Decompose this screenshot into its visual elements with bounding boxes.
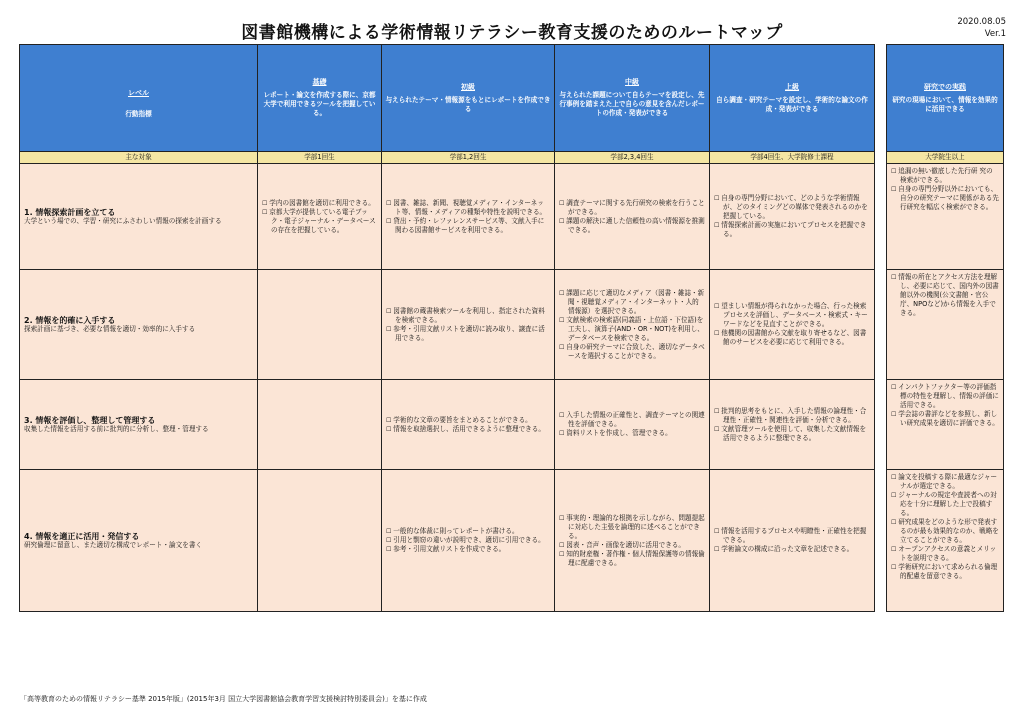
level-cell: [382, 270, 555, 380]
row-title-cell: [20, 380, 258, 470]
level-cell: [555, 270, 710, 380]
target-advanced: 学部4回生、大学院修士課程: [710, 152, 875, 164]
list-item: ☐ 自身の専門分野において、どのような学術情報が、どのタイミングどの媒体で発表されるのかを把握している。: [714, 194, 870, 221]
level-cell: [710, 270, 875, 380]
research-practice-table: [886, 44, 1004, 612]
list-item: ☐ 情報探索計画の実施においてプロセスを把握できる。: [714, 221, 870, 239]
item-list: [891, 473, 999, 581]
date-text: 2020.08.05: [957, 17, 1006, 27]
list-item: ☐ 課題の解決に適した信頼性の高い情報源を推測できる。: [559, 217, 705, 235]
level-cell: [258, 270, 382, 380]
item-list: [386, 307, 550, 343]
level-cell: [710, 380, 875, 470]
header-basic-desc: レポート・論文を作成する際に、京都大学で利用できるツールを把握している。: [263, 91, 376, 117]
list-item: ☐ 資料リストを作成し、管理できる。: [559, 429, 705, 438]
list-item: ☐ 文献検索の検索語(同義語・上位語・下位語)を工夫し、演算子(AND・OR・NOT)を利用し、データベースを検索できる。: [559, 316, 705, 343]
list-item: ☐ 学術論文の構成に沿った文章を記述できる。: [714, 545, 870, 554]
table-row: [20, 380, 875, 470]
item-list: [891, 167, 999, 212]
list-item: ☐ オープンアクセスの意義とメリットを説明できる。: [891, 545, 999, 563]
list-item: ☐ 情報の所在とアクセス方法を理解し、必要に応じて、国内外の図書館以外の機関(公文書館・官公庁、NPOなど)から情報を入手できる。: [891, 273, 999, 318]
item-list: [559, 199, 705, 235]
item-list: [386, 199, 550, 235]
list-item: ☐ 学内の図書館を適切に利用できる。: [262, 199, 377, 208]
target-row: [20, 152, 875, 164]
list-item: ☐ 図書館の蔵書検索ツールを利用し、指定された資料を検索できる。: [386, 307, 550, 325]
row-title-cell: [20, 164, 258, 270]
footer-note: 「高等教育のための情報リテラシー基準 2015年版」(2015年3月 国立大学図書館協会教育学習支援検討特別委員会)」を基に作成: [20, 695, 427, 703]
list-item: ☐ インパクトファクター等の評価指標の特性を理解し、情報の評価に活用できる。: [891, 383, 999, 410]
list-item: ☐ 課題に応じて適切なメディア（図書・雑誌・新聞・視聴覚メディア・インターネット・人的情報源）を選択できる。: [559, 289, 705, 316]
header-advanced-desc: 自ら調査・研究テーマを設定し、学術的な論文の作成・発表ができる: [716, 95, 868, 113]
list-item: ☐ 批判的思考をもとに、入手した情報の論理性・合理性・正確性・関連性を評価・分析できる。: [714, 407, 870, 425]
list-item: ☐ 自身の専門分野以外においても、自分の研究テーマに関係がある先行研究を幅広く検索ができる。: [891, 185, 999, 212]
table-row: [887, 164, 1004, 270]
list-item: ☐ 学術的な文章の要旨をまとめることができる。: [386, 416, 550, 425]
level-cell: [258, 164, 382, 270]
list-item: ☐ 自身の研究テーマに合致した、適切なデータベースを選択することができる。: [559, 343, 705, 361]
row-title-cell: [20, 470, 258, 612]
side-cell: [887, 470, 1004, 612]
item-list: [559, 514, 705, 568]
item-list: [714, 407, 870, 443]
row-desc: 探索計画に基づき、必要な情報を適切・効率的に入手する: [24, 324, 196, 333]
target-beginner: 学部1,2回生: [382, 152, 555, 164]
page-title: 図書館機構による学術情報リテラシー教育支援のためのルートマップ: [241, 23, 783, 43]
list-item: ☐ 一般的な体裁に則ってレポートが書ける。: [386, 527, 550, 536]
list-item: ☐ 引用と剽窃の違いが説明でき、適切に引用できる。: [386, 536, 550, 545]
table-row: [887, 270, 1004, 380]
list-item: ☐ 情報を活用するプロセスや明瞭性・正確性を把握できる。: [714, 527, 870, 545]
level-label: レベル: [128, 89, 149, 97]
level-cell: [555, 164, 710, 270]
roadmap-table: [19, 44, 875, 612]
table-row: [20, 470, 875, 612]
row-title: 3. 情報を評価し、整理して管理する: [24, 415, 156, 425]
side-header-name: 研究での実践: [924, 82, 966, 91]
list-item: ☐ 追漏の無い徹底した先行研 究の検索ができる。: [891, 167, 999, 185]
list-item: ☐ 情報を取捨選択し、活用できるように整理できる。: [386, 425, 550, 434]
row-title: 2. 情報を的確に入手する: [24, 315, 116, 325]
item-list: [714, 527, 870, 554]
row-desc: 大学という場での、学習・研究にふさわしい情報の探索を計画する: [24, 216, 222, 225]
list-item: ☐ 学術研究において求められる倫理的配慮を留意できる。: [891, 563, 999, 581]
header-advanced-name: 上級: [785, 82, 799, 91]
date-version: [957, 16, 1006, 40]
list-item: ☐ 文献管理ツールを使用して、収集した文献情報を活用できるように整理できる。: [714, 425, 870, 443]
list-item: ☐ ジャーナルの規定や査読者への対応を十分に理解した上で投稿する。: [891, 491, 999, 518]
level-cell: [555, 470, 710, 612]
list-item: ☐ 知的財産権・著作権・個人情報保護等の情報倫理に配慮できる。: [559, 550, 705, 568]
side-cell: [887, 270, 1004, 380]
list-item: ☐ 望ましい情報が得られなかった場合、行った検索プロセスを評価し、データベース・検索式・キーワードなどを見直すことができる。: [714, 302, 870, 329]
item-list: [386, 527, 550, 554]
item-list: [262, 199, 377, 235]
row-title: 1. 情報探索計画を立てる: [24, 207, 116, 217]
level-cell: [258, 470, 382, 612]
item-list: [714, 302, 870, 347]
list-item: ☐ 京都大学が提供している電子ブック・電子ジャーナル・データベースの存在を把握している。: [262, 208, 377, 235]
side-cell: [887, 380, 1004, 470]
level-cell: [555, 380, 710, 470]
target-intermediate: 学部2,3,4回生: [555, 152, 710, 164]
header-beginner-name: 初級: [461, 82, 475, 91]
item-list: [714, 194, 870, 239]
level-cell: [258, 380, 382, 470]
row-desc: 研究倫理に留意し、また適切な構成でレポート・論文を書く: [24, 540, 203, 549]
list-item: ☐ 論文を投稿する際に最適なジャーナルが選定できる。: [891, 473, 999, 491]
row-desc: 収集した情報を活用する前に批判的に分析し、整理・管理する: [24, 424, 209, 433]
header-advanced: [710, 45, 875, 152]
list-item: ☐ 図書、雑誌、新聞、視聴覚メディア・インターネット等、情報・メディアの種類や特性を説明できる。: [386, 199, 550, 217]
list-item: ☐ 参考・引用文献リストを作成できる。: [386, 545, 550, 554]
header-level-cell: [20, 45, 258, 152]
list-item: ☐ 他機関の図書館から文献を取り寄せるなど、図書館のサービスを必要に応じて利用できる。: [714, 329, 870, 347]
list-item: ☐ 入手した情報の正確性と、調査テーマとの関連性を評価できる。: [559, 411, 705, 429]
list-item: ☐ 事実的・理論的な根拠を示しながら、問題提起に対応した主張を論理的に述べることができる。: [559, 514, 705, 541]
version-text: Ver.1: [984, 29, 1006, 39]
table-row: [887, 380, 1004, 470]
level-cell: [710, 470, 875, 612]
table-row: [20, 164, 875, 270]
list-item: ☐ 図表・音声・画像を適切に活用できる。: [559, 541, 705, 550]
side-cell: [887, 164, 1004, 270]
list-item: ☐ 貸出・予約・レファレンスサービス等、文献入手に関わる図書館サービスを利用できる。: [386, 217, 550, 235]
side-target: 大学院生以上: [887, 152, 1004, 164]
side-target-row: [887, 152, 1004, 164]
header-intermediate: [555, 45, 710, 152]
table-row: [887, 470, 1004, 612]
header-intermediate-name: 中級: [625, 78, 639, 86]
item-list: [559, 289, 705, 361]
header-basic: [258, 45, 382, 152]
list-item: ☐ 研究成果をどのような形で発表するのが最も効果的なのか、戦略を立てることができる。: [891, 518, 999, 545]
level-cell: [382, 470, 555, 612]
list-item: ☐ 調査テーマに関する先行研究の検索を行うことができる。: [559, 199, 705, 217]
row-title-cell: [20, 270, 258, 380]
side-header-row: [887, 45, 1004, 152]
indicator-label: 行動指標: [125, 110, 152, 118]
item-list: [559, 411, 705, 438]
item-list: [891, 273, 999, 318]
header-beginner-desc: 与えられたテーマ・情報源をもとにレポートを作成できる: [385, 95, 551, 113]
item-list: [386, 416, 550, 434]
table-row: [20, 270, 875, 380]
level-cell: [382, 380, 555, 470]
list-item: ☐ 参考・引用文献リストを適切に読み取り、譲査に活用できる。: [386, 325, 550, 343]
target-label: 主な対象: [20, 152, 258, 164]
header-row: [20, 45, 875, 152]
level-cell: [382, 164, 555, 270]
header-beginner: [382, 45, 555, 152]
list-item: ☐ 学会誌の書評などを参照し、新しい研究成果を適切に評価できる。: [891, 410, 999, 428]
header-basic-name: 基礎: [312, 78, 327, 86]
target-basic: 学部1回生: [258, 152, 382, 164]
item-list: [891, 383, 999, 428]
level-cell: [710, 164, 875, 270]
side-header-desc: 研究の現場において、情報を効果的に活用できる: [892, 95, 998, 113]
header-intermediate-desc: 与えられた課題について自らテーマを設定し、先行事例を踏まえた上で自らの意見を含んだレポートの作成・発表ができる: [559, 91, 705, 117]
row-title: 4. 情報を適正に活用・発信する: [24, 531, 140, 541]
side-header: [887, 45, 1004, 152]
